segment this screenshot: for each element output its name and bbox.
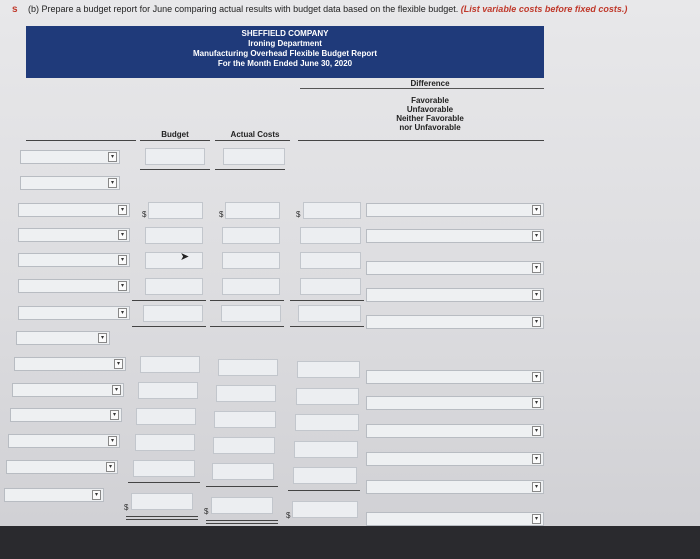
chevron-down-icon[interactable]: ▾	[106, 462, 115, 472]
dollar-sign: $	[286, 511, 291, 520]
actual-input[interactable]	[222, 278, 280, 295]
chevron-down-icon[interactable]: ▾	[118, 205, 127, 215]
chevron-down-icon[interactable]: ▾	[98, 333, 107, 343]
actual-input[interactable]	[223, 148, 285, 165]
chevron-down-icon[interactable]: ▾	[532, 263, 541, 273]
actual-input[interactable]	[211, 497, 273, 514]
header-rule-difference	[298, 140, 544, 141]
account-dropdown[interactable]	[6, 460, 118, 474]
header-rule-actual	[215, 140, 290, 141]
actual-input[interactable]	[221, 305, 281, 322]
budget-input[interactable]	[145, 148, 205, 165]
bottom-dark-edge	[0, 526, 700, 559]
difference-input[interactable]	[298, 305, 361, 322]
mouse-pointer-icon: ➤	[180, 251, 190, 263]
account-dropdown[interactable]	[18, 228, 130, 242]
budget-input[interactable]	[135, 434, 195, 451]
dollar-sign: $	[124, 503, 129, 512]
account-dropdown[interactable]	[12, 383, 124, 397]
company-name: SHEFFIELD COMPANY	[241, 29, 329, 38]
chevron-down-icon[interactable]: ▾	[532, 482, 541, 492]
instruction-highlight: (List variable costs before fixed costs.)	[460, 4, 628, 14]
actual-input[interactable]	[212, 463, 274, 480]
difference-input[interactable]	[294, 441, 358, 458]
budget-input[interactable]	[140, 356, 200, 373]
favorability-dropdown[interactable]	[366, 315, 544, 329]
chevron-down-icon[interactable]: ▾	[108, 178, 117, 188]
instruction-text	[28, 4, 627, 14]
total-double-rule	[206, 520, 278, 521]
favorability-dropdown[interactable]	[366, 203, 544, 217]
chevron-down-icon[interactable]: ▾	[118, 230, 127, 240]
subtotal-rule	[210, 300, 284, 301]
actual-input[interactable]	[216, 385, 276, 402]
account-dropdown[interactable]	[4, 488, 104, 502]
option-nor-unfavorable: nor Unfavorable	[399, 123, 461, 132]
chevron-down-icon[interactable]: ▾	[118, 308, 127, 318]
dollar-sign: $	[142, 210, 147, 219]
subtotal-rule	[132, 300, 206, 301]
favorability-dropdown[interactable]	[366, 261, 544, 275]
subtotal-rule	[140, 169, 210, 170]
difference-input[interactable]	[292, 501, 358, 518]
header-rule-label	[26, 140, 136, 141]
favorability-dropdown[interactable]	[366, 396, 544, 410]
report-period: For the Month Ended June 30, 2020	[217, 59, 353, 68]
total-double-rule	[206, 523, 278, 524]
difference-input[interactable]	[293, 467, 357, 484]
chevron-down-icon[interactable]: ▾	[108, 152, 117, 162]
favorability-dropdown[interactable]	[366, 370, 544, 384]
subtotal-rule	[132, 326, 206, 327]
actual-costs-header: Actual Costs	[230, 130, 280, 139]
account-dropdown[interactable]	[8, 434, 120, 448]
account-dropdown[interactable]	[20, 176, 120, 190]
favorability-dropdown[interactable]	[366, 424, 544, 438]
corner-mark: s	[12, 4, 18, 15]
chevron-down-icon[interactable]: ▾	[110, 410, 119, 420]
account-dropdown[interactable]	[18, 253, 130, 267]
department-name: Ironing Department	[248, 39, 322, 48]
subtotal-rule	[290, 300, 364, 301]
budget-input[interactable]	[145, 252, 203, 269]
option-favorable: Favorable	[411, 96, 449, 105]
chevron-down-icon[interactable]: ▾	[532, 398, 541, 408]
difference-underline	[300, 88, 544, 89]
difference-input[interactable]	[300, 252, 361, 269]
subtotal-rule	[290, 326, 364, 327]
subtotal-rule	[128, 482, 200, 483]
difference-header: Difference	[410, 79, 450, 88]
option-neither: Neither Favorable	[396, 114, 464, 123]
chevron-down-icon[interactable]: ▾	[532, 454, 541, 464]
instruction-prefix: (b) Prepare a budget report for June comparing actual results with budget data based on the flexible budget.	[28, 4, 459, 14]
actual-input[interactable]	[222, 227, 280, 244]
report-header	[26, 26, 544, 78]
chevron-down-icon[interactable]: ▾	[532, 290, 541, 300]
difference-input[interactable]	[300, 227, 361, 244]
budget-input[interactable]	[145, 278, 203, 295]
chevron-down-icon[interactable]: ▾	[118, 255, 127, 265]
difference-input[interactable]	[295, 414, 359, 431]
chevron-down-icon[interactable]: ▾	[112, 385, 121, 395]
budget-input[interactable]	[131, 493, 193, 510]
budget-input[interactable]	[133, 460, 195, 477]
budget-input[interactable]	[136, 408, 196, 425]
budget-input[interactable]	[145, 227, 203, 244]
subtotal-rule	[288, 490, 360, 491]
report-title: Manufacturing Overhead Flexible Budget Report	[192, 49, 378, 58]
favorability-dropdown[interactable]	[366, 229, 544, 243]
header-rule-budget	[140, 140, 210, 141]
account-dropdown[interactable]	[10, 408, 122, 422]
account-dropdown[interactable]	[16, 331, 110, 345]
budget-header: Budget	[161, 130, 189, 139]
chevron-down-icon[interactable]: ▾	[118, 281, 127, 291]
chevron-down-icon[interactable]: ▾	[114, 359, 123, 369]
dollar-sign: $	[296, 210, 301, 219]
difference-input[interactable]	[296, 388, 359, 405]
favorability-dropdown[interactable]	[366, 452, 544, 466]
subtotal-rule	[210, 326, 284, 327]
subtotal-rule	[206, 486, 278, 487]
dollar-sign: $	[204, 507, 209, 516]
difference-options	[370, 96, 490, 132]
chevron-down-icon[interactable]: ▾	[108, 436, 117, 446]
difference-input[interactable]	[303, 202, 361, 219]
actual-input[interactable]	[222, 252, 280, 269]
budget-input[interactable]	[138, 382, 198, 399]
option-unfavorable: Unfavorable	[406, 105, 454, 114]
difference-input[interactable]	[297, 361, 360, 378]
chevron-down-icon[interactable]: ▾	[532, 426, 541, 436]
favorability-dropdown[interactable]	[366, 480, 544, 494]
account-dropdown[interactable]	[18, 279, 130, 293]
actual-input[interactable]	[218, 359, 278, 376]
actual-input[interactable]	[225, 202, 280, 219]
subtotal-rule	[215, 169, 285, 170]
chevron-down-icon[interactable]: ▾	[92, 490, 101, 500]
chevron-down-icon[interactable]: ▾	[532, 514, 541, 524]
total-double-rule	[126, 519, 198, 520]
actual-input[interactable]	[213, 437, 275, 454]
account-dropdown[interactable]	[20, 150, 120, 164]
account-dropdown[interactable]	[18, 306, 130, 320]
chevron-down-icon[interactable]: ▾	[532, 231, 541, 241]
budget-input[interactable]	[148, 202, 203, 219]
chevron-down-icon[interactable]: ▾	[532, 372, 541, 382]
account-dropdown[interactable]	[14, 357, 126, 371]
account-dropdown[interactable]	[18, 203, 130, 217]
budget-input[interactable]	[143, 305, 203, 322]
actual-input[interactable]	[214, 411, 276, 428]
chevron-down-icon[interactable]: ▾	[532, 317, 541, 327]
total-double-rule	[126, 516, 198, 517]
chevron-down-icon[interactable]: ▾	[532, 205, 541, 215]
difference-input[interactable]	[300, 278, 361, 295]
favorability-dropdown[interactable]	[366, 512, 544, 526]
favorability-dropdown[interactable]	[366, 288, 544, 302]
dollar-sign: $	[219, 210, 224, 219]
